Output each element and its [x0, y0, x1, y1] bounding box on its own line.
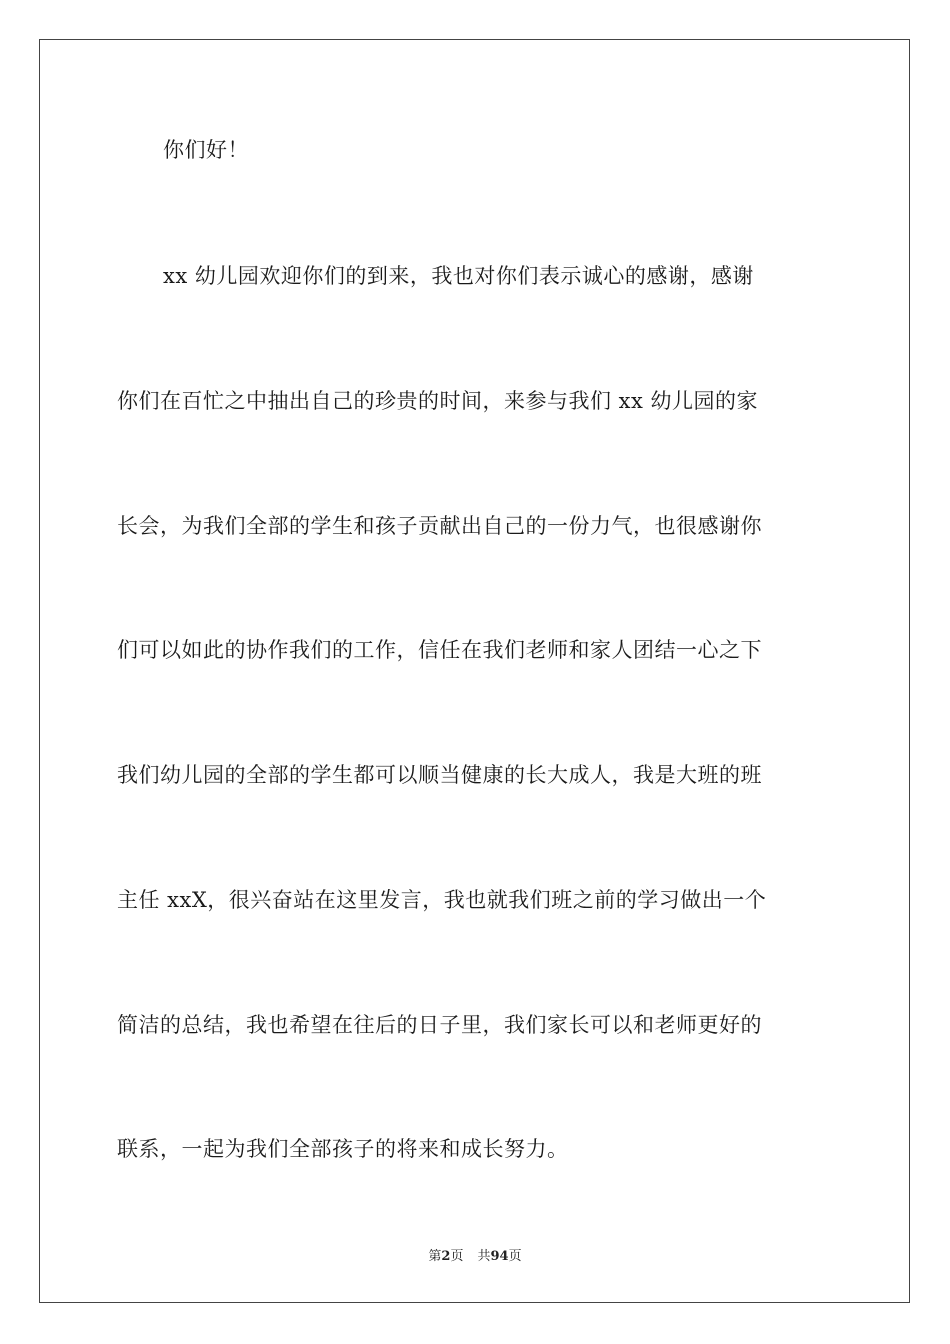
page-border — [39, 39, 910, 1303]
body-line-8: 联系，一起为我们全部孩子的将来和成长努力。 — [117, 1137, 569, 1161]
body-line-2: 你们在百忙之中抽出自己的珍贵的时间，来参与我们 xx 幼儿园的家 — [117, 389, 759, 413]
body-line-6: 主任 xxX，很兴奋站在这里发言，我也就我们班之前的学习做出一个 — [117, 888, 767, 912]
body-line-1: xx 幼儿园欢迎你们的到来，我也对你们表示诚心的感谢，感谢 — [163, 264, 754, 288]
body-line-3: 长会，为我们全部的学生和孩子贡献出自己的一份力气，也很感谢你 — [117, 514, 762, 538]
page-footer — [0, 1248, 950, 1266]
total-suffix: 页 — [508, 1249, 522, 1264]
body-line-5: 我们幼儿园的全部的学生都可以顺当健康的长大成人，我是大班的班 — [117, 763, 762, 787]
page-prefix: 第 — [428, 1249, 442, 1264]
total-pages: 94 — [490, 1249, 509, 1264]
page-number: 2 — [441, 1249, 451, 1264]
body-line-7: 简洁的总结，我也希望在往后的日子里，我们家长可以和老师更好的 — [117, 1013, 762, 1037]
greeting-line: 你们好！ — [163, 138, 249, 162]
page-suffix: 页 — [450, 1249, 464, 1264]
total-prefix: 共 — [477, 1249, 491, 1264]
body-line-4: 们可以如此的协作我们的工作，信任在我们老师和家人团结一心之下 — [117, 638, 762, 662]
